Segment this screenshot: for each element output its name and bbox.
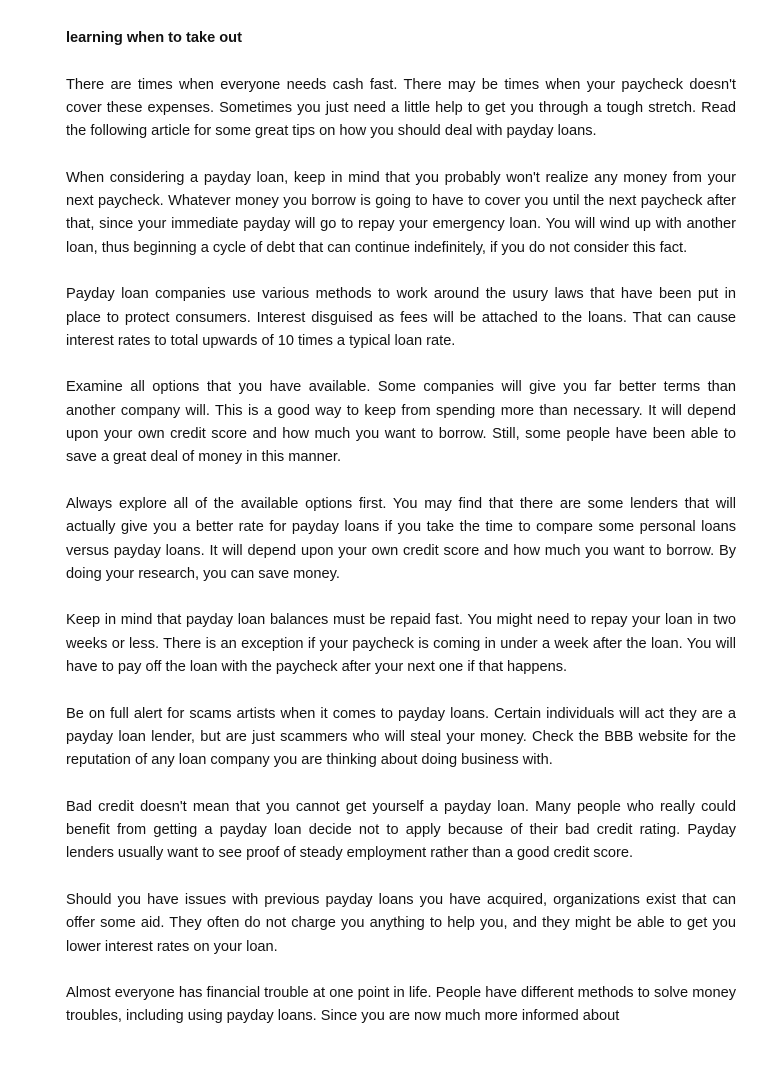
- paragraph-examine-options: Examine all options that you have available. Some companies will give you far better terms than another company will. This is a good way to keep from spending more than necessary. It will depend upon your own credit score and how much you want to borrow. Still, some people have been able to save a great deal of money in this manner.: [66, 379, 736, 466]
- paragraph-repaid-fast: Keep in mind that payday loan balances must be repaid fast. You might need to repay your loan in two weeks or less. There is an exception if your paycheck is coming in under a week after the loan. You will have to pay off the loan with the paycheck after your next one if that happens.: [66, 612, 736, 676]
- paragraph-usury-laws: Payday loan companies use various methods to work around the usury laws that have been put in place to protect consumers. Interest disguised as fees will be attached to the loans. That can cause interest rates to total upwards of 10 times a typical loan rate.: [66, 286, 736, 349]
- document-content: [66, 27, 736, 1052]
- paragraph-scam-alert: Be on full alert for scams artists when it comes to payday loans. Certain individuals will act they are a payday loan lender, but are just scammers who will steal your money. Check the BBB website for the reputation of any loan company you are thinking about doing business with.: [66, 705, 736, 769]
- paragraph-next-paycheck: When considering a payday loan, keep in mind that you probably won't realize any money from your next paycheck. Whatever money you borrow is going to have to cover you until the next paycheck after that, since your immediate payday will go to repay your emergency loan. You will wind up with another loan, thus beginning a cycle of debt that can continue indefinitely, if you do not consider this fact.: [66, 169, 736, 256]
- paragraph-organizations-aid: Should you have issues with previous payday loans you have acquired, organizations exist that can offer some aid. They often do not charge you anything to help you, and they might be able to get you lower interest rates on your loan.: [66, 891, 736, 955]
- document-title: learning when to take out: [66, 30, 242, 46]
- paragraph-bad-credit: Bad credit doesn't mean that you cannot get yourself a payday loan. Many people who really could benefit from getting a payday loan decide not to apply because of their bad credit rating. Payday lenders usually want to see proof of steady employment rather than a good credit score.: [66, 798, 736, 862]
- paragraph-financial-trouble: Almost everyone has financial trouble at one point in life. People have different methods to solve money troubles, including using payday loans. Since you are now much more informed about: [66, 985, 736, 1025]
- paragraph-intro: There are times when everyone needs cash fast. There may be times when your paycheck doesn't cover these expenses. Sometimes you just need a little help to get you through a tough stretch. Read the following article for some great tips on how you should deal with payday loans.: [66, 76, 736, 140]
- paragraph-explore-options: Always explore all of the available options first. You may find that there are some lenders that will actually give you a better rate for payday loans if you take the time to compare some personal loans versus payday loans. It will depend upon your own credit score and how much you want to borrow. By doing your research, you can save money.: [66, 495, 736, 582]
